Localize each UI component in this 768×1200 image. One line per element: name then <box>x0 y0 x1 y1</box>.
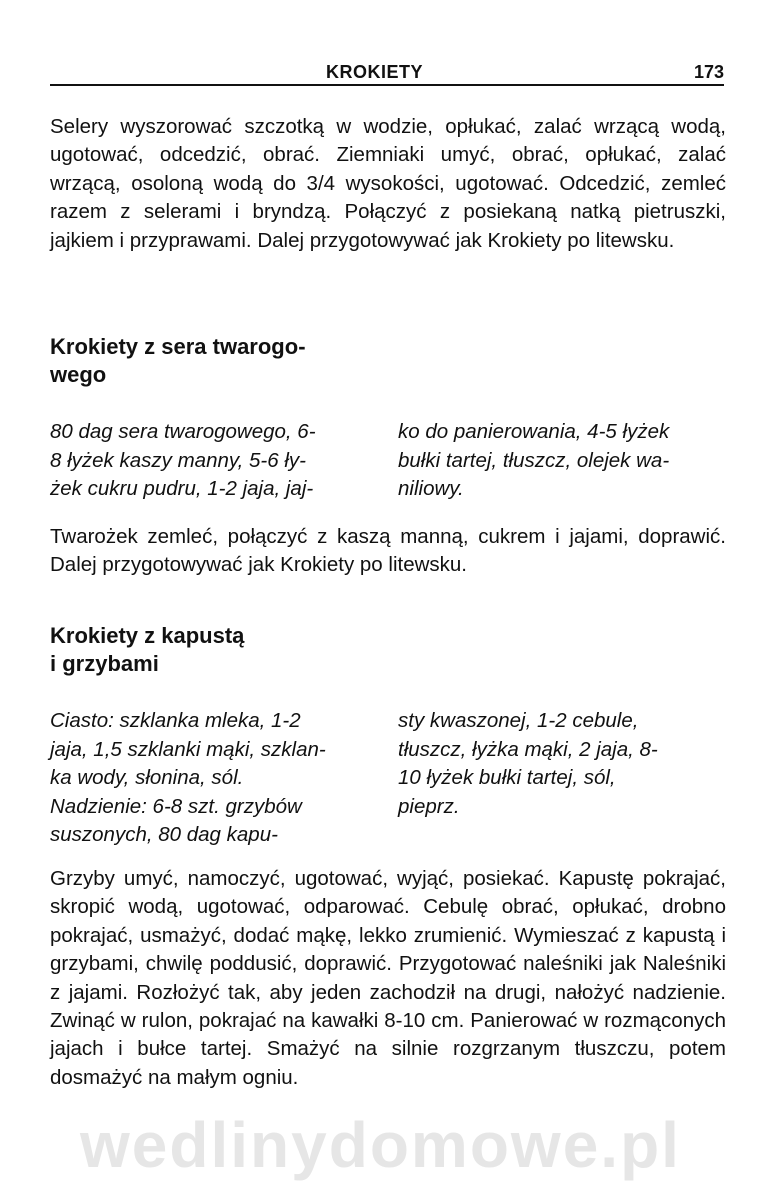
ingredient-line: suszonych, 80 dag kapu- <box>50 823 278 846</box>
ingredients-left-column <box>50 707 372 850</box>
ingredient-line: jaja, 1,5 szklanki mąki, szklan- <box>50 737 326 761</box>
recipe-title <box>50 333 380 389</box>
ingredient-line: bułki tartej, tłuszcz, olejek wa- <box>398 448 670 472</box>
ingredients-left-column <box>50 418 372 504</box>
running-title: KROKIETY <box>326 62 424 82</box>
ingredient-line: pieprz. <box>398 794 460 818</box>
book-page <box>50 0 726 1200</box>
intro-paragraph: Selery wyszorować szczotką w wodzie, opłukać, zalać wrzącą wodą, ugotować, odcedzić, obrać. Ziemniaki umyć, obrać, opłukać, zalać wrzącą, osoloną wodą do 3/4 wysokości, ugotować. Odcedzić, zemleć razem z selerami i bryndzą. Połączyć z posiekaną natką pietruszki, jajkiem i przyprawami. Dalej przygotowywać jak Krokiety po litewsku. <box>50 115 726 252</box>
method-paragraph: Twarożek zemleć, połączyć z kaszą manną, cukrem i jajami, doprawić. Dalej przygotowywać jak Krokiety po litewsku. <box>50 525 726 577</box>
method-section-kapusta <box>50 865 726 1092</box>
page-header <box>50 62 724 86</box>
page-number: 173 <box>693 62 724 82</box>
ingredient-line: ko do panierowania, 4-5 łyżek <box>398 420 670 443</box>
ingredient-line: 10 łyżek bułki tartej, sól, <box>398 766 616 789</box>
recipe-title-kapusta <box>50 622 380 678</box>
recipe-title-line: Krokiety z kapustą <box>50 623 245 648</box>
ingredient-line: 80 dag sera twarogowego, 6- <box>50 420 316 443</box>
ingredients-right-column <box>398 418 728 504</box>
recipe-title <box>50 622 380 678</box>
ingredient-line: 8 łyżek kaszy manny, 5-6 ły- <box>50 448 306 472</box>
recipe-title-line: i grzybami <box>50 651 159 676</box>
method-paragraph: Grzyby umyć, namoczyć, ugotować, wyjąć, posiekać. Kapustę pokrajać, skropić wodą, ugotować, odparować. Cebulę obrać, opłukać, drobno pokrajać, usmażyć, dodać mąkę, lekko zrumienić. Wymieszać z kapustą i grzybami, chwilę poddusić, doprawić. Przygotować naleśniki jak Naleśniki z jajami. Rozłożyć tak, aby jeden zachodził na drugi, nałożyć nadzienie. Zwinąć w rulon, pokrajać na kawałki 8-10 cm. Panierować w rozmąconych jajach i bułce tartej. Smażyć na silnie rozgrzanym tłuszczu, potem dosmażyć na małym ogniu. <box>50 867 726 1089</box>
recipe-title-line: wego <box>50 362 107 387</box>
intro-section <box>50 113 726 255</box>
ingredient-line: tłuszcz, łyżka mąki, 2 jaja, 8- <box>398 737 658 761</box>
ingredient-line: żek cukru pudru, 1-2 jaja, jaj- <box>50 477 314 500</box>
method-section-twarog <box>50 523 726 580</box>
ingredient-line: sty kwaszonej, 1-2 cebule, <box>398 709 639 732</box>
ingredients-right-column <box>398 707 728 821</box>
ingredient-line: ka wody, słonina, sól. <box>50 766 244 789</box>
ingredient-line: Nadzienie: 6-8 szt. grzybów <box>50 794 302 818</box>
ingredient-line: Ciasto: szklanka mleka, 1-2 <box>50 709 301 732</box>
recipe-title-twarog <box>50 333 380 389</box>
ingredient-line: niliowy. <box>398 477 464 500</box>
watermark: wedlinydomowe.pl <box>80 1109 681 1181</box>
recipe-title-line: Krokiety z sera twarogo- <box>50 334 306 359</box>
